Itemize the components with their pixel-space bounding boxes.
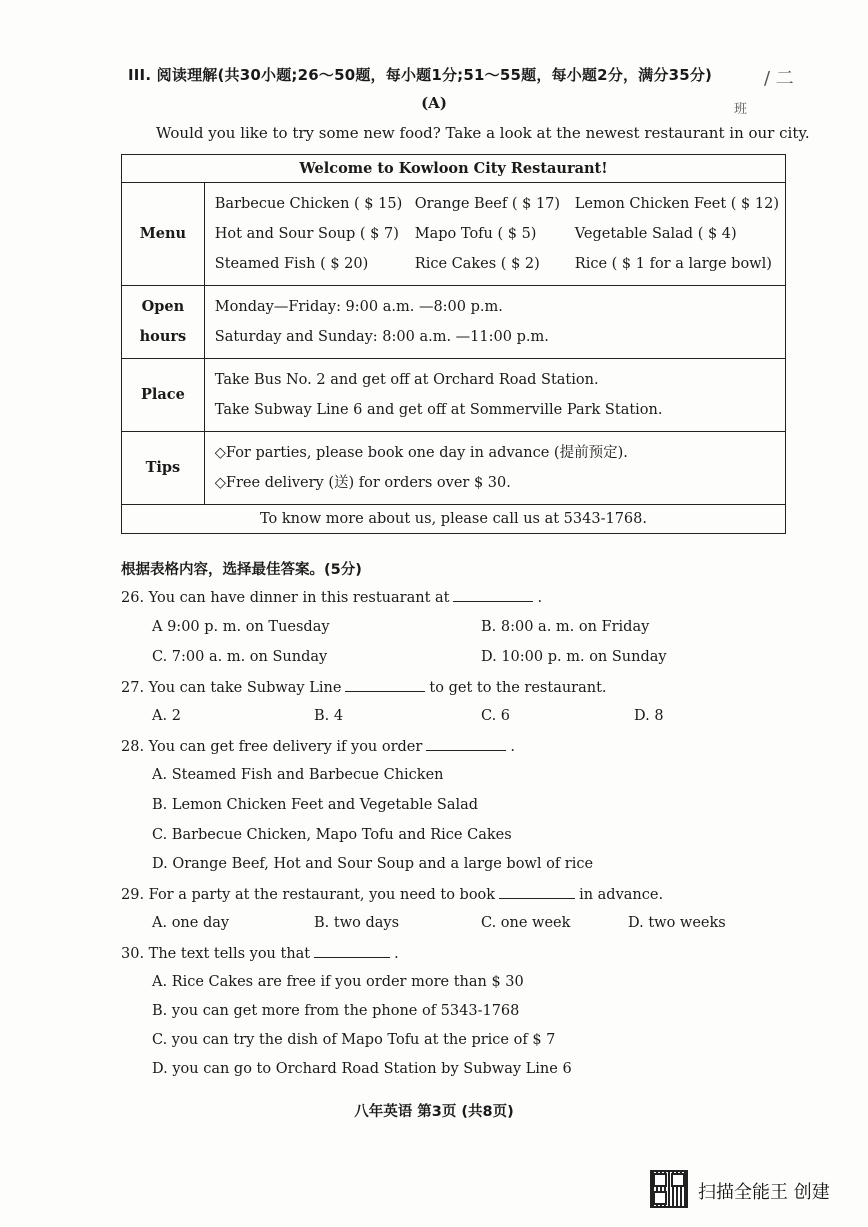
tip-delivery: ◇Free delivery (送) for orders over $ 30. (214, 475, 511, 491)
question-stem (121, 679, 607, 696)
qr-finder (671, 1173, 685, 1187)
place-subway: Take Subway Line 6 and get off at Sommerville Park Station. (214, 402, 663, 418)
qr-code-icon (650, 1170, 688, 1208)
question-stem (121, 945, 399, 962)
menu-grid (215, 189, 779, 279)
margin-note: 班 (734, 102, 748, 117)
question-number: 30. (121, 946, 145, 962)
question-stem (121, 886, 663, 903)
table-title: Welcome to Kowloon City Restaurant! (122, 155, 786, 183)
menu-item: Vegetable Salad ( $ 4) (574, 226, 737, 242)
question-text: For a party at the restaurant, you need to book (148, 887, 496, 903)
answer-blank (314, 945, 390, 958)
option: B. Lemon Chicken Feet and Vegetable Salad (152, 797, 479, 813)
option: A. Steamed Fish and Barbecue Chicken (152, 767, 444, 783)
place-bus: Take Bus No. 2 and get off at Orchard Road Station. (214, 372, 599, 388)
answer-blank (499, 886, 575, 899)
hours-label-line: hours (139, 328, 187, 345)
scanner-brand: 扫描全能王 创建 (698, 1182, 830, 1203)
question-text: . (510, 739, 515, 755)
option: C. 7:00 a. m. on Sunday (152, 649, 328, 665)
option: A 9:00 p. m. on Tuesday (152, 619, 330, 635)
option: D. 8 (634, 708, 664, 724)
question-text: . (537, 590, 543, 606)
hours-label (122, 286, 205, 359)
qr-finder (653, 1191, 667, 1205)
restaurant-table (121, 154, 786, 534)
option: B. two days (314, 915, 400, 931)
hours-weekend: Saturday and Sunday: 8:00 a.m. —11:00 p.m. (214, 329, 549, 345)
menu-item: Hot and Sour Soup ( $ 7) (214, 226, 399, 242)
answer-blank (345, 679, 425, 692)
passage-label: (A) (421, 94, 447, 112)
question-number: 29. (121, 887, 145, 903)
option: C. one week (481, 915, 571, 931)
option: C. Barbecue Chicken, Mapo Tofu and Rice Cakes (152, 827, 512, 843)
question-text: The text tells you that (148, 946, 311, 962)
question-number: 28. (121, 739, 145, 755)
option: D. Orange Beef, Hot and Sour Soup and a large bowl of rice (152, 856, 594, 872)
option: D. two weeks (628, 915, 726, 931)
option: D. you can go to Orchard Road Station by Subway Line 6 (152, 1061, 572, 1077)
question-number: 26. (121, 590, 145, 606)
option: B. you can get more from the phone of 5343-1768 (152, 1003, 520, 1019)
menu-item: Steamed Fish ( $ 20) (214, 256, 369, 272)
menu-label: Menu (122, 183, 205, 286)
margin-note: / 二 (764, 68, 794, 89)
place-label: Place (122, 359, 205, 432)
question-text: You can get free delivery if you order (148, 739, 423, 755)
menu-item: Lemon Chicken Feet ( $ 12) (574, 196, 779, 212)
question-text: You can take Subway Line (148, 680, 342, 696)
hours-weekday: Monday—Friday: 9:00 a.m. —8:00 p.m. (214, 299, 503, 315)
menu-item: Rice Cakes ( $ 2) (414, 256, 540, 272)
menu-item: Mapo Tofu ( $ 5) (414, 226, 537, 242)
question-text: . (394, 946, 399, 962)
qr-finder (653, 1173, 667, 1187)
menu-item: Orange Beef ( $ 17) (414, 196, 561, 212)
option: C. 6 (481, 708, 511, 724)
option: D. 10:00 p. m. on Sunday (481, 649, 667, 665)
tips-label: Tips (122, 432, 205, 505)
option: B. 4 (314, 708, 344, 724)
question-text: to get to the restaurant. (429, 680, 607, 696)
question-stem (121, 589, 542, 606)
tip-parties: ◇For parties, please book one day in advance (提前预定). (214, 445, 628, 461)
option: A. one day (152, 915, 230, 931)
section-title: III. 阅读理解(共30小题;26～50题，每小题1分;51～55题，每小题2分，满分35分) (128, 66, 713, 84)
question-text: You can have dinner in this restuarant at (148, 590, 450, 606)
intro-text: Would you like to try some new food? Take a look at the newest restaurant in our city. (156, 124, 810, 142)
instruction: 根据表格内容，选择最佳答案。(5分) (121, 562, 362, 578)
hours-label-line: Open (141, 298, 185, 315)
page-footer: 八年英语 第3页 (共8页) (354, 1104, 514, 1120)
option: A. 2 (152, 708, 181, 724)
option: B. 8:00 a. m. on Friday (481, 619, 650, 635)
answer-blank (426, 738, 506, 751)
option: C. you can try the dish of Mapo Tofu at the price of $ 7 (152, 1032, 556, 1048)
table-footer: To know more about us, please call us at 5343-1768. (122, 505, 786, 534)
option: A. Rice Cakes are free if you order more than $ 30 (152, 974, 524, 990)
answer-blank (453, 589, 533, 602)
question-text: in advance. (579, 887, 664, 903)
menu-item: Barbecue Chicken ( $ 15) (214, 196, 403, 212)
question-number: 27. (121, 680, 145, 696)
question-stem (121, 738, 515, 755)
menu-item: Rice ( $ 1 for a large bowl) (574, 256, 772, 272)
